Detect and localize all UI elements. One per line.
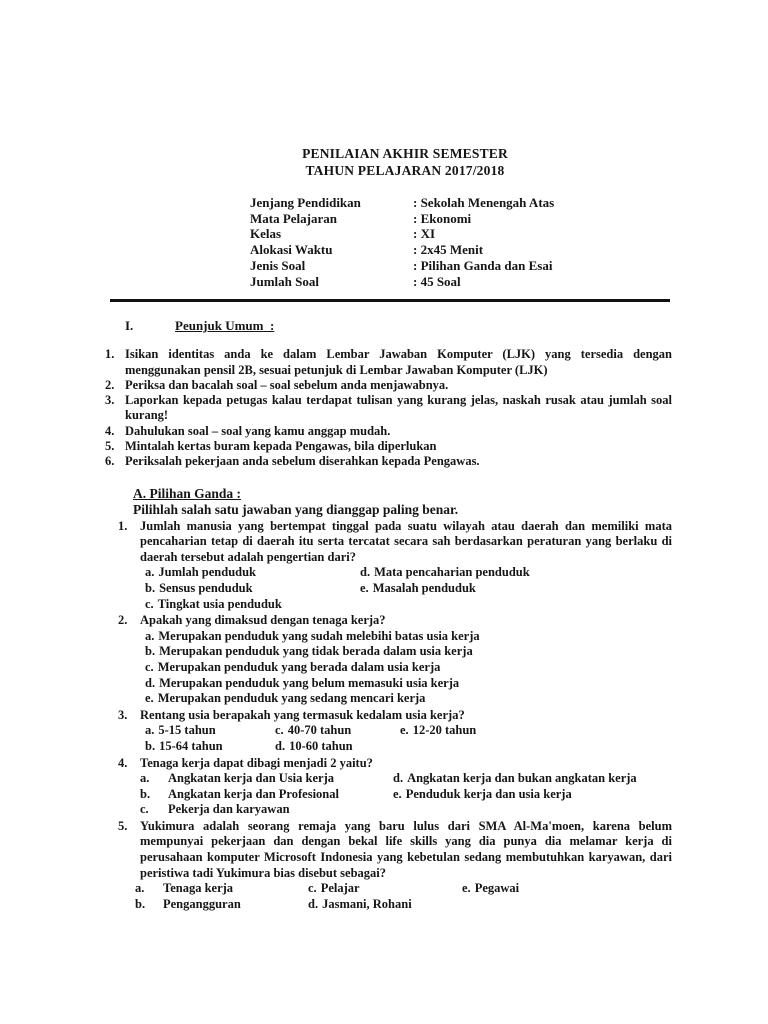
instruction-text: Isikan identitas anda ke dalam Lembar Jawaban Komputer (LJK) yang tersedia dengan menggunakan pensil 2B, sesuai petunjuk di Lembar Jawaban Komputer (LJK) [125, 347, 672, 377]
instruction-text: Mintalah kertas buram kepada Pengawas, bila diperlukan [125, 439, 437, 453]
option-1b [145, 581, 360, 597]
instruction-item-4 [105, 424, 672, 439]
option-5d [308, 897, 462, 913]
meta-value: : Pilihan Ganda dan Esai [413, 257, 553, 273]
option-text: Pegawai [474, 881, 520, 896]
meta-label: Jumlah Soal [250, 273, 319, 289]
question-number: 1. [118, 518, 128, 533]
option-text: Jumlah penduduk [158, 565, 257, 580]
option-3a [145, 723, 275, 739]
meta-value: : Ekonomi [413, 210, 472, 226]
option-1a [145, 565, 360, 581]
option-letter: c. [308, 881, 317, 896]
instruction-item-5 [105, 439, 672, 454]
meta-value: : XI [413, 226, 436, 242]
instruction-number: 4. [105, 423, 115, 438]
option-text: Merupakan penduduk yang berada dalam usia kerja [157, 659, 441, 674]
exam-title-line-1: PENILAIAN AKHIR SEMESTER [302, 146, 508, 161]
header-divider [110, 299, 670, 302]
option-4d [393, 771, 672, 787]
option-1e [360, 581, 672, 597]
option-text: Merupakan penduduk yang tidak berada dalam usia kerja [159, 644, 473, 659]
meta-label: Jenis Soal [250, 257, 306, 273]
instruction-text: Periksa dan bacalah soal – soal sebelum anda menjawabnya. [125, 377, 449, 392]
meta-label: Alokasi Waktu [250, 242, 333, 258]
question-text: Tenaga kerja dapat dibagi menjadi 2 yaitu? [140, 755, 373, 770]
option-text: Sensus penduduk [159, 580, 253, 595]
meta-row-alokasi-waktu [250, 242, 672, 258]
option-text: 40-70 tahun [287, 723, 352, 738]
document-header [100, 146, 672, 289]
option-letter: d. [393, 771, 404, 786]
section-title: Peunjuk Umum : [175, 318, 275, 334]
option-4e [393, 787, 672, 803]
question-text: Apakah yang dimaksud dengan tenaga kerja? [140, 613, 386, 628]
instruction-item-6 [105, 454, 672, 469]
option-3d [275, 739, 400, 755]
option-letter: e. [400, 723, 409, 738]
option-text: Tingkat usia penduduk [157, 596, 282, 611]
option-letter: b. [140, 786, 151, 801]
instruction-number: 6. [105, 454, 115, 469]
exam-title-line-2: TAHUN PELAJARAN 2017/2018 [305, 162, 505, 178]
option-text: Mata pencaharian penduduk [374, 565, 530, 580]
option-letter: a. [145, 723, 155, 738]
option-3e [400, 723, 672, 739]
option-4c [140, 802, 393, 818]
meta-label: Kelas [250, 226, 282, 242]
option-text: Jasmani, Rohani [322, 896, 412, 911]
option-2d [145, 676, 672, 692]
option-letter: c. [275, 723, 284, 738]
option-1d [360, 565, 672, 581]
question-3 [118, 708, 672, 755]
question-text: Rentang usia berapakah yang termasuk kedalam usia kerja? [140, 707, 465, 722]
option-text: Masalah penduduk [372, 580, 476, 595]
option-3b [145, 739, 275, 755]
question-1 [118, 519, 672, 613]
meta-row-jumlah-soal [250, 274, 672, 290]
exam-meta-block [250, 195, 672, 289]
option-5e [462, 881, 672, 897]
option-5b [135, 897, 308, 913]
multiple-choice-heading: A. Pilihan Ganda : [133, 485, 242, 501]
option-1c [145, 597, 360, 613]
question-number: 2. [118, 613, 128, 628]
instruction-text: Laporkan kepada petugas kalau terdapat tulisan yang kurang jelas, naskah rusak atau jumlah soal kurang! [125, 393, 672, 423]
option-letter: d. [145, 675, 156, 690]
option-letter: d. [360, 565, 371, 580]
option-text: Tenaga kerja [163, 881, 234, 896]
option-letter: e. [393, 786, 402, 801]
option-text: Angkatan kerja dan bukan angkatan kerja [407, 771, 637, 786]
question-number: 4. [118, 755, 128, 770]
option-2a [145, 629, 672, 645]
instruction-number: 5. [105, 439, 115, 453]
meta-value: : 2x45 Menit [413, 242, 484, 258]
option-text: 15-64 tahun [159, 738, 223, 753]
instruction-number: 1. [105, 347, 115, 362]
options-question-5 [135, 881, 672, 912]
option-text: Angkatan kerja dan Profesional [168, 786, 339, 801]
question-number: 5. [118, 818, 128, 833]
meta-row-kelas [250, 226, 672, 242]
instruction-number: 3. [105, 393, 115, 408]
option-text: 12-20 tahun [412, 723, 477, 738]
section-numeral: I. [125, 318, 134, 334]
option-text: Pelajar [320, 881, 360, 896]
option-letter: c. [140, 802, 149, 817]
option-text: Merupakan penduduk yang belum memasuki usia kerja [159, 675, 460, 690]
option-text: Pekerja dan karyawan [168, 802, 290, 817]
option-letter: b. [145, 738, 156, 753]
option-letter: e. [462, 881, 471, 896]
instruction-item-3 [105, 393, 672, 424]
option-4a [140, 771, 393, 787]
meta-value: : 45 Soal [413, 273, 461, 289]
options-question-3 [145, 723, 672, 754]
option-letter: b. [145, 580, 156, 595]
option-letter: d. [275, 738, 286, 753]
instruction-text: Periksalah pekerjaan anda sebelum diserahkan kepada Pengawas. [125, 454, 480, 469]
option-text: Pengangguran [163, 896, 241, 911]
multiple-choice-section [100, 486, 672, 913]
instructions-list [100, 347, 672, 469]
question-text: Yukimura adalah seorang remaja yang baru lulus dari SMA Al-Ma'moen, karena belum mempunyai pekerjaan dan dengan bekal life skills yang dia punya dia melamar kerja di perusahaan komputer Microsoft Indonesia yang kebetulan sedang membutuhkan karyawan, dari peristiwa tadi Yukimura bias disebut sebagai? [140, 818, 672, 880]
option-text: Merupakan penduduk yang sedang mencari kerja [157, 691, 426, 706]
question-4 [118, 756, 672, 818]
meta-label: Mata Pelajaran [250, 210, 338, 226]
option-5a [135, 881, 308, 897]
option-letter: e. [145, 691, 154, 706]
question-body [140, 756, 672, 818]
meta-row-jenjang-pendidikan [250, 195, 672, 211]
meta-label: Jenjang Pendidikan [250, 195, 361, 210]
option-text: 5-15 tahun [158, 723, 216, 738]
options-question-2 [145, 629, 672, 707]
meta-row-jenis-soal [250, 258, 672, 274]
general-instructions-section [100, 318, 672, 469]
option-4b [140, 787, 393, 803]
multiple-choice-instruction: Pilihlah salah satu jawaban yang dianggap paling benar. [133, 501, 459, 517]
option-2e [145, 691, 672, 707]
option-letter: a. [145, 628, 155, 643]
meta-row-mata-pelajaran [250, 211, 672, 227]
question-body [140, 519, 672, 613]
option-5c [308, 881, 462, 897]
option-text: Penduduk kerja dan usia kerja [405, 786, 572, 801]
option-letter: c. [145, 659, 154, 674]
question-5 [118, 819, 672, 913]
option-letter: a. [135, 881, 145, 896]
option-text: Merupakan penduduk yang sudah melebihi batas usia kerja [158, 628, 480, 643]
option-text: 10-60 tahun [289, 738, 353, 753]
option-letter: b. [145, 644, 156, 659]
instruction-text: Dahulukan soal – soal yang kamu anggap mudah. [125, 423, 391, 438]
options-question-4 [140, 771, 672, 818]
option-letter: a. [145, 565, 155, 580]
option-text: Angkatan kerja dan Usia kerja [168, 771, 334, 786]
question-body [135, 818, 672, 913]
meta-value: : Sekolah Menengah Atas [413, 195, 555, 210]
option-2b [145, 644, 672, 660]
question-number: 3. [118, 707, 128, 722]
option-letter: e. [360, 580, 369, 595]
instruction-item-2 [105, 378, 672, 393]
general-instructions-heading [125, 318, 672, 334]
option-3c [275, 723, 400, 739]
options-question-1 [145, 565, 672, 612]
question-body [140, 708, 672, 755]
question-2 [118, 613, 672, 707]
instruction-item-1 [105, 347, 672, 378]
option-2c [145, 660, 672, 676]
option-letter: b. [135, 896, 146, 911]
question-text: Jumlah manusia yang bertempat tinggal pada suatu wilayah atau daerah dan memiliki mata pencaharian tetap di daerah itu serta tercatat secara sah berdasarkan peraturan yang berlaku di daerah tersebut adalah pengertian dari? [140, 518, 672, 564]
question-body [140, 613, 672, 707]
option-letter: a. [140, 771, 150, 786]
instruction-number: 2. [105, 377, 115, 392]
option-letter: d. [308, 896, 319, 911]
option-letter: c. [145, 596, 154, 611]
